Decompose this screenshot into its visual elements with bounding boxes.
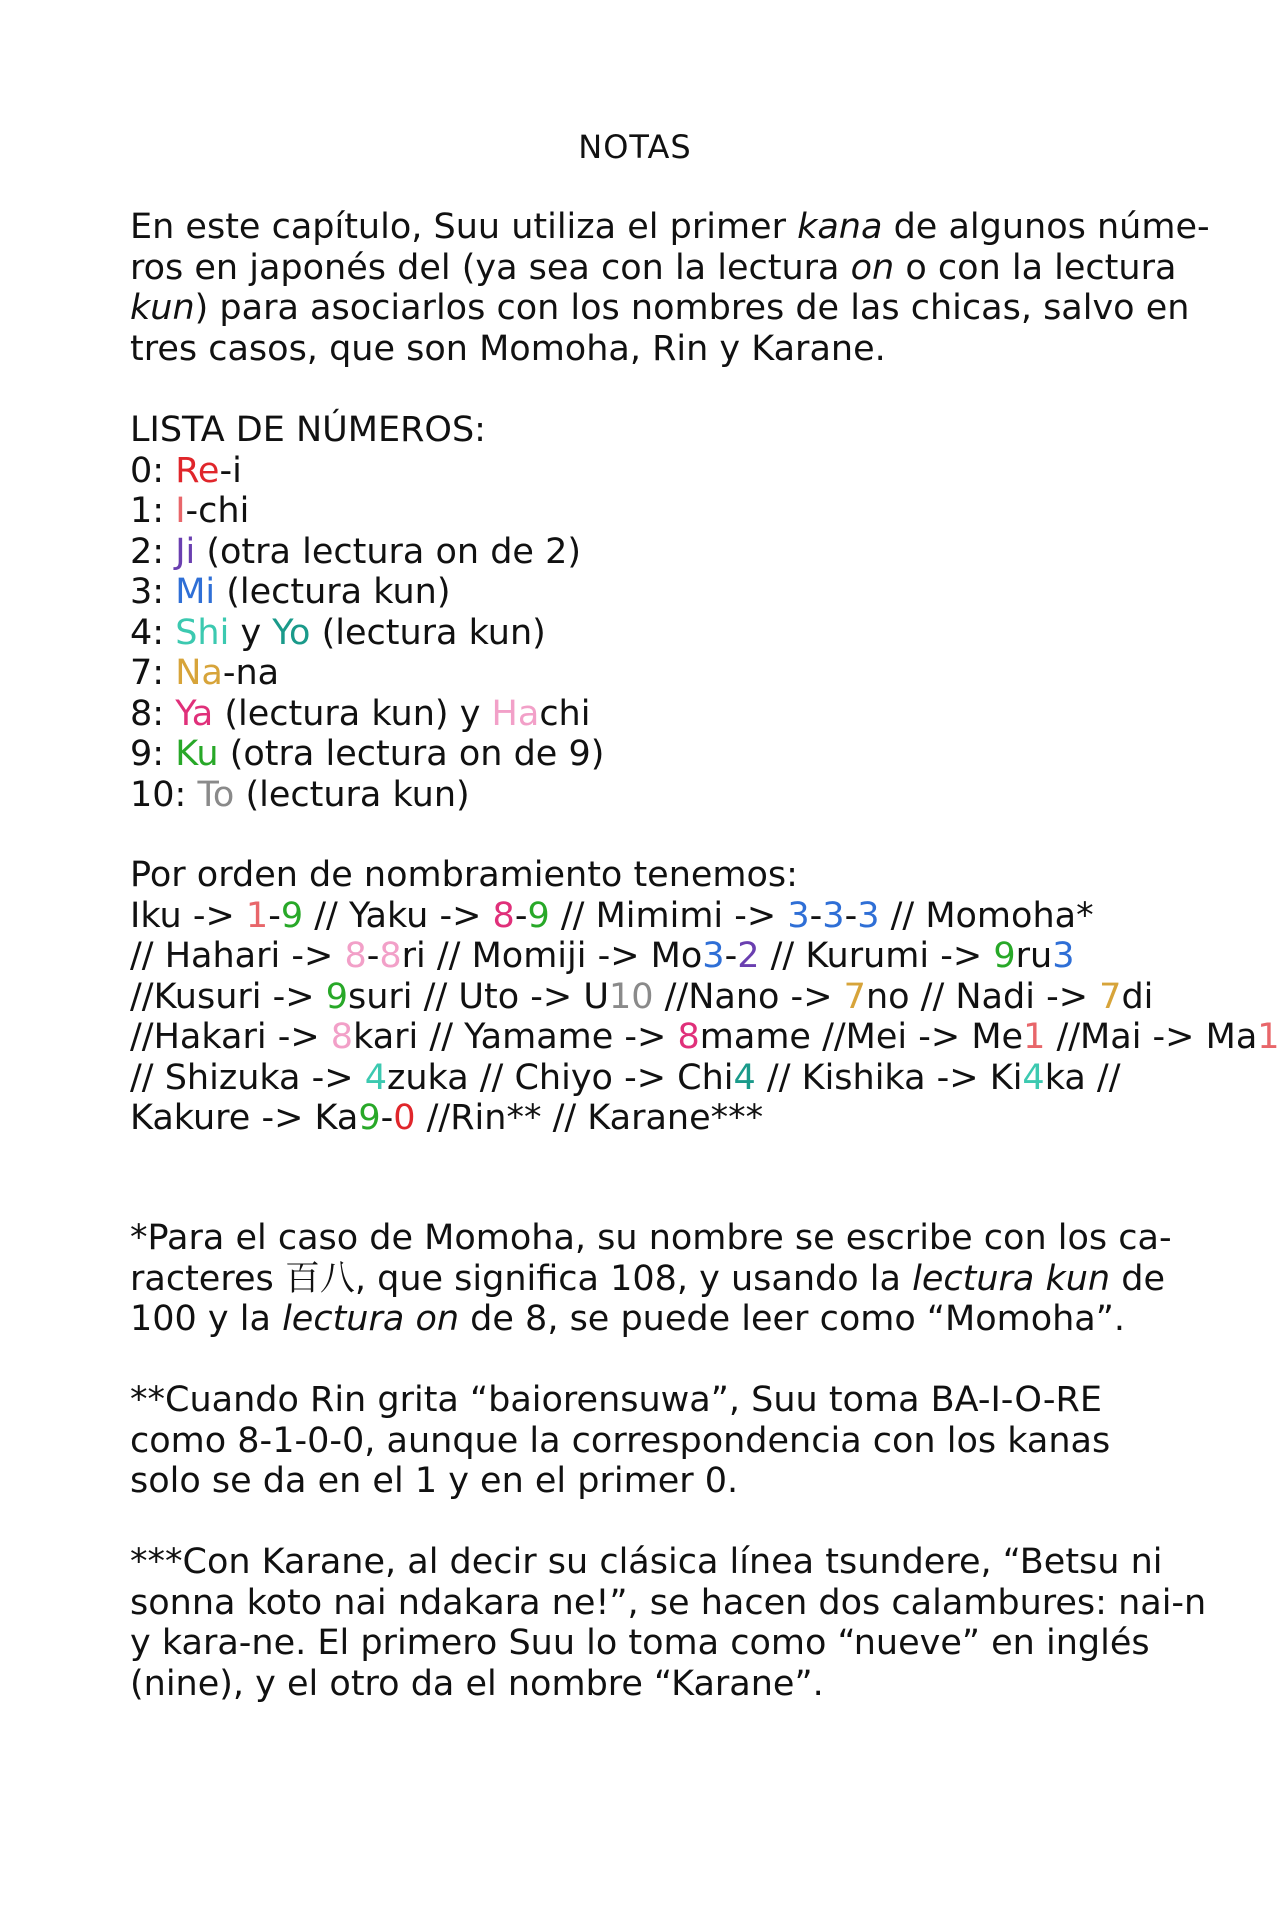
text-segment: (lectura kun) <box>215 572 451 612</box>
list-line <box>130 572 1170 613</box>
note-karane <box>130 1542 1207 1704</box>
colored-kana: 8 <box>344 936 367 976</box>
text-segment: //Rin** // Karane*** <box>415 1098 764 1138</box>
list-line <box>130 775 1170 816</box>
text-segment: - <box>366 936 380 976</box>
list-line <box>130 532 1170 573</box>
text-segment: de algunos núme- <box>882 207 1210 247</box>
text-segment: ***Con Karane, al decir su clásica línea tsundere, “Betsu ni <box>130 1542 1163 1582</box>
colored-kana: 10 <box>608 976 654 1017</box>
text-segment: 9: <box>130 734 176 774</box>
text-segment: 1: <box>130 491 176 531</box>
colored-kana: 3 <box>822 895 845 936</box>
colored-kana: Ya <box>175 693 214 734</box>
colored-kana: 3 <box>857 895 880 936</box>
text-segment: (otra lectura on de 2) <box>195 531 582 572</box>
colored-kana: Shi <box>175 612 230 653</box>
colored-kana: 0 <box>393 1098 416 1138</box>
text-segment: //Nano -> <box>653 976 844 1017</box>
text-segment: Iku -> <box>130 895 246 936</box>
note-rin <box>130 1380 1170 1502</box>
colored-kana: 8 <box>677 1017 700 1057</box>
text-segment: // Momoha* <box>879 895 1094 936</box>
text-segment: // Yaku -> <box>303 895 493 936</box>
colored-kana: 9 <box>527 895 550 936</box>
order-line <box>130 1058 1170 1099</box>
text-segment: ) para asociarlos con los nombres de las chicas, salvo en <box>194 288 1190 328</box>
colored-kana: 9 <box>325 976 348 1017</box>
colored-kana: 1 <box>1257 1017 1280 1057</box>
order-line <box>130 1098 1170 1139</box>
text-segment: //Hakari -> <box>130 1017 331 1057</box>
list-line <box>130 653 1170 694</box>
text-segment: Por orden de nombramiento tenemos: <box>130 855 798 895</box>
text-segment: Kakure -> Ka <box>130 1098 359 1138</box>
text-segment: 2: <box>130 531 176 572</box>
text-segment: *Para el caso de Momoha, su nombre se escribe con los ca- <box>130 1218 1172 1258</box>
text-segment: y <box>229 612 273 653</box>
colored-kana: 3 <box>787 895 810 936</box>
colored-kana: 1 <box>1023 1017 1046 1057</box>
colored-kana: Re <box>175 450 220 491</box>
text-segment: kana <box>797 207 883 247</box>
colored-kana: Ji <box>175 531 196 572</box>
text-segment: - <box>809 895 823 936</box>
colored-kana: To <box>197 774 235 815</box>
intro-line <box>130 329 1170 370</box>
text-segment: ka // <box>1044 1057 1121 1098</box>
list-line <box>130 613 1170 654</box>
colored-kana: Na <box>175 653 223 693</box>
text-segment: LISTA DE NÚMEROS: <box>130 410 486 450</box>
list-line <box>130 451 1170 492</box>
note-momoha <box>130 1218 1170 1340</box>
colored-kana: 8 <box>379 936 402 976</box>
number-list <box>130 410 1170 815</box>
note2-line <box>130 1421 1170 1462</box>
page-title: NOTAS <box>578 128 692 166</box>
text-segment: 10: <box>130 774 198 815</box>
colored-kana: 4 <box>733 1057 756 1098</box>
order-line <box>130 936 1170 977</box>
text-segment: no // Nadi -> <box>865 976 1100 1017</box>
text-segment: tres casos, que son Momoha, Rin y Karane. <box>130 328 886 369</box>
list-line <box>130 491 1170 532</box>
note1-line <box>130 1218 1170 1259</box>
text-segment: - <box>268 895 281 936</box>
text-segment: ri // Momiji -> Mo <box>401 936 703 976</box>
intro-line <box>130 247 1177 289</box>
text-segment: 4: <box>130 612 176 653</box>
text-segment: di <box>1121 976 1154 1017</box>
text-segment: (nine), y el otro da el nombre “Karane”. <box>130 1663 824 1704</box>
text-segment: de <box>1110 1258 1166 1299</box>
colored-kana: 7 <box>1099 976 1122 1017</box>
colored-kana: 9 <box>993 936 1016 976</box>
note3-line <box>130 1582 1207 1624</box>
text-segment: y kara-ne. El primero Suu lo toma como “nueve” en inglés <box>130 1623 1150 1663</box>
text-segment: zuka // Chiyo -> Chi <box>386 1057 734 1098</box>
text-segment: // Shizuka -> <box>130 1057 365 1098</box>
text-segment: chi <box>539 693 591 734</box>
text-segment: como 8-1-0-0, aunque la correspondencia con los kanas <box>130 1420 1111 1461</box>
colored-kana: 3 <box>702 936 725 976</box>
text-segment: kun <box>130 288 195 328</box>
text-segment: //Kusuri -> <box>130 976 326 1017</box>
text-segment: lectura on <box>282 1299 460 1339</box>
note1-line <box>130 1299 1170 1340</box>
colored-kana: 7 <box>843 976 866 1017</box>
text-segment: (lectura kun) <box>234 774 470 815</box>
text-segment: (otra lectura on de 9) <box>218 734 605 774</box>
text-segment: lectura kun <box>912 1258 1111 1299</box>
text-segment: suri // Uto -> U <box>348 976 609 1017</box>
text-segment: // Kishika -> Ki <box>755 1057 1023 1098</box>
colored-kana: 9 <box>280 895 304 936</box>
text-segment: kari // Yamame -> <box>353 1017 678 1057</box>
text-segment: o con la lectura <box>894 247 1177 288</box>
text-segment: 3: <box>130 572 176 612</box>
text-segment: -na <box>222 653 280 693</box>
text-segment: 7: <box>130 653 176 693</box>
list-line <box>130 734 1170 775</box>
text-segment: sonna koto nai ndakara ne!”, se hacen dos calambures: nai-n <box>130 1582 1207 1623</box>
intro-paragraph <box>130 207 1210 369</box>
colored-kana: 3 <box>1052 936 1075 976</box>
text-segment: 100 y la <box>130 1299 283 1339</box>
naming-order <box>130 855 1280 1139</box>
colored-kana: 1 <box>245 895 269 936</box>
colored-kana: 4 <box>364 1057 387 1098</box>
text-segment: //Mai -> Ma <box>1045 1017 1258 1057</box>
note3-line <box>130 1623 1170 1664</box>
colored-kana: Mi <box>175 572 216 612</box>
text-segment: -i <box>219 450 242 491</box>
order-line <box>130 855 1170 896</box>
text-segment: (lectura kun) <box>310 612 546 653</box>
colored-kana: 9 <box>358 1098 381 1138</box>
note2-line <box>130 1461 1170 1502</box>
text-segment: -chi <box>185 491 250 531</box>
note1-line <box>130 1259 1170 1300</box>
text-segment: 0: <box>130 450 176 491</box>
text-segment: (lectura kun) y <box>213 693 492 734</box>
colored-kana: 4 <box>1022 1057 1045 1098</box>
list-line <box>130 694 1170 735</box>
text-segment: ros en japonés del (ya sea con la lectura <box>130 247 851 288</box>
text-segment: - <box>380 1098 394 1138</box>
text-segment: **Cuando Rin grita “baiorensuwa”, Suu toma BA-I-O-RE <box>130 1380 1102 1420</box>
note2-line <box>130 1380 1170 1421</box>
text-segment: mame //Mei -> Me <box>699 1017 1024 1057</box>
colored-kana: Yo <box>272 612 311 653</box>
text-segment: ru <box>1015 936 1053 976</box>
text-segment: de 8, se puede leer como “Momoha”. <box>459 1299 1126 1339</box>
colored-kana: Ha <box>491 693 540 734</box>
order-line <box>130 977 1170 1018</box>
intro-line <box>130 207 1210 248</box>
text-segment: on <box>850 247 895 288</box>
colored-kana: Ku <box>175 734 219 774</box>
colored-kana: 2 <box>737 936 760 976</box>
note3-line <box>130 1664 1170 1705</box>
note3-line <box>130 1542 1170 1583</box>
text-segment: - <box>844 895 858 936</box>
list-line <box>130 410 1170 451</box>
text-segment: // Kurumi -> <box>759 936 994 976</box>
text-segment: En este capítulo, Suu utiliza el primer <box>130 207 798 247</box>
text-segment: 8: <box>130 693 176 734</box>
order-line <box>130 896 1170 937</box>
intro-line <box>130 288 1190 329</box>
text-segment: racteres 百八, que significa 108, y usando la <box>130 1258 913 1299</box>
text-segment: // Hahari -> <box>130 936 345 976</box>
text-segment: - <box>514 895 528 936</box>
text-segment: - <box>724 936 738 976</box>
text-segment: // Mimimi -> <box>549 895 788 936</box>
colored-kana: 8 <box>492 895 515 936</box>
colored-kana: 8 <box>330 1017 354 1057</box>
order-line <box>130 1017 1280 1058</box>
text-segment: solo se da en el 1 y en el primer 0. <box>130 1461 739 1501</box>
colored-kana: I <box>175 491 186 531</box>
